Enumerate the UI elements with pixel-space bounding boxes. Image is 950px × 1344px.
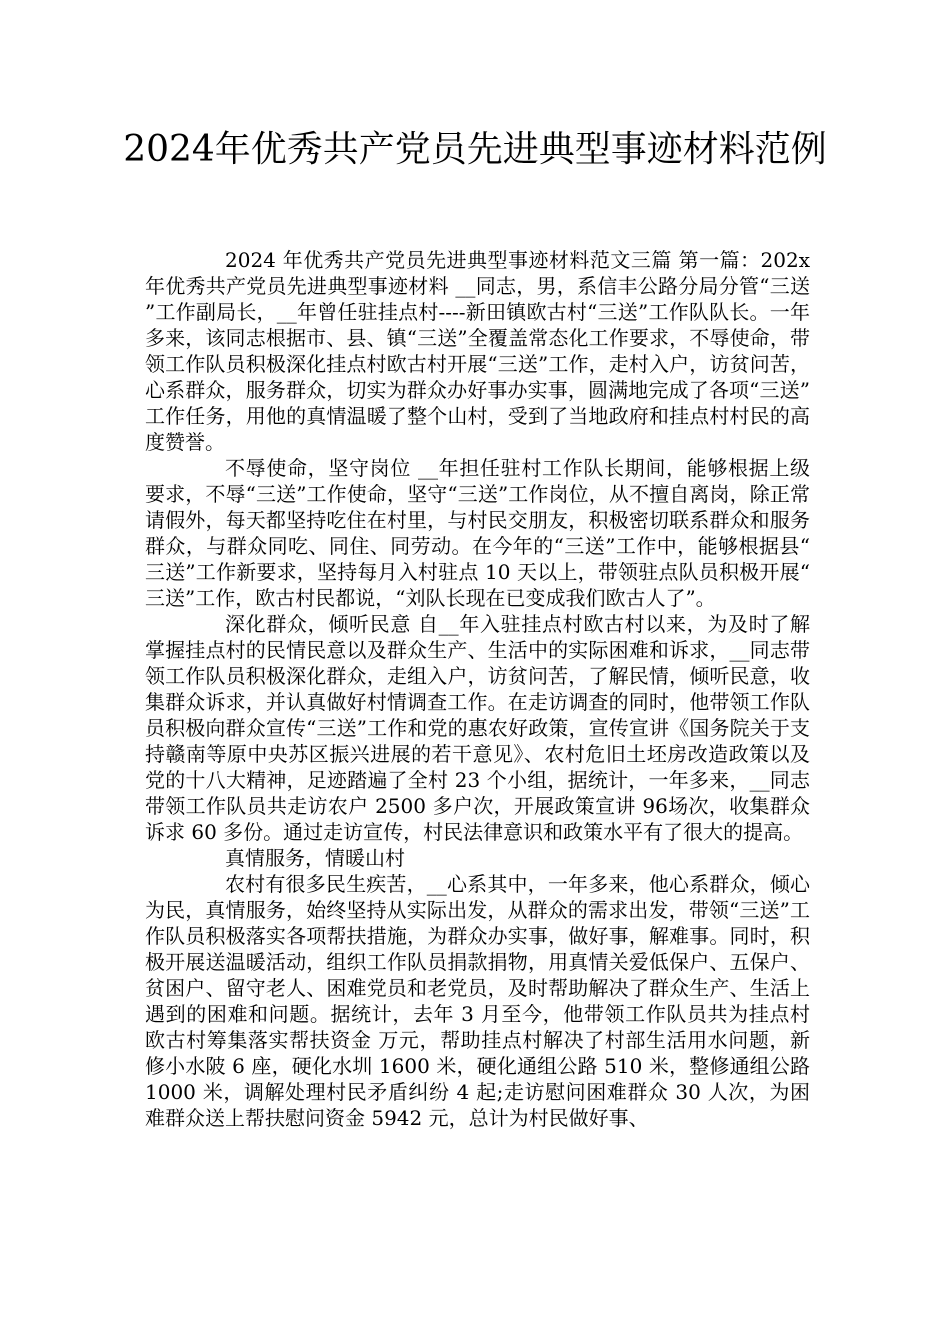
paragraph-post: 不辱使命，坚守岗位 __年担任驻村工作队长期间，能够根据上级要求，不辱“三送”工作使命，坚守“三送”工作岗位，从不擅自离岗，除正常请假外，每天都坚持吃住在村里，与村民交朋友，积极密切联系群众和服务群众，与群众同吃、同住、同劳动。在今年的“三送”工作中，能够根据县“三送”工作新要求，坚持每月入村驻点 10 天以上，带领驻点队员积极开展“三送”工作，欧古村民都说，“刘队长现在已变成我们欧古人了”。: [145, 456, 810, 610]
paragraph-service: 农村有很多民生疾苦，__心系其中，一年多来，他心系群众，倾心为民，真情服务，始终坚持从实际出发，从群众的需求出发，带领“三送”工作队员积极落实各项帮扶措施，为群众办实事，做好事，解难事。同时，积极开展送温暖活动，组织工作队员捐款捐物，用真情关爱低保户、五保户、贫困户、留守老人、困难党员和老党员，及时帮助解决了群众生产、生活上遇到的困难和问题。据统计，去年 3 月至今，他带领工作队员共为挂点村欧古村筹集落实帮扶资金 万元，帮助挂点村解决了村部生活用水问题，新修小水陂 6 座，硬化水圳 1600 米，硬化通组公路 510 米，整修通组公路 1000 米，调解处理村民矛盾纠纷 4 起;走访慰问困难群众 30 人次，为困难群众送上帮扶慰问资金 5942 元，总计为村民做好事、: [145, 872, 810, 1130]
paragraph-listen: 深化群众，倾听民意 自__年入驻挂点村欧古村以来，为及时了解掌握挂点村的民情民意以及群众生产、生活中的实际困难和诉求，__同志带领工作队员积极深化群众，走组入户，访贫问苦，了解民情，倾听民意，收集群众诉求，并认真做好村情调查工作。在走访调查的同时，他带领工作队员积极向群众宣传“三送”工作和党的惠农好政策，宣传宣讲《国务院关于支持赣南等原中央苏区振兴进展的若干意见》、农村危旧土坯房改造政策以及党的十八大精神，足迹踏遍了全村 23 个小组，据统计，一年多来，__同志带领工作队员共走访农户 2500 多户次，开展政策宣讲 96场次，收集群众诉求 60 多份。通过走访宣传，村民法律意识和政策水平有了很大的提高。: [145, 612, 810, 844]
document-body: [145, 247, 810, 1131]
paragraph-intro: 2024 年优秀共产党员先进典型事迹材料范文三篇 第一篇：202x 年优秀共产党员先进典型事迹材料 __同志，男，系信丰公路分局分管“三送”工作副局长，__年曾任驻挂点村----新田镇欧古村“三送”工作队队长。一年多来，该同志根据市、县、镇“三送”全覆盖常态化工作要求，不辱使命，带领工作队员积极深化挂点村欧古村开展“三送”工作，走村入户，访贫问苦，心系群众，服务群众，切实为群众办好事办实事，圆满地完成了各项“三送”工作任务，用他的真情温暖了整个山村，受到了当地政府和挂点村村民的高度赞誉。: [145, 248, 810, 454]
section-heading-service: 真情服务，情暖山村: [225, 846, 405, 870]
document-title: 2024年优秀共产党员先进典型事迹材料范例: [123, 129, 827, 170]
